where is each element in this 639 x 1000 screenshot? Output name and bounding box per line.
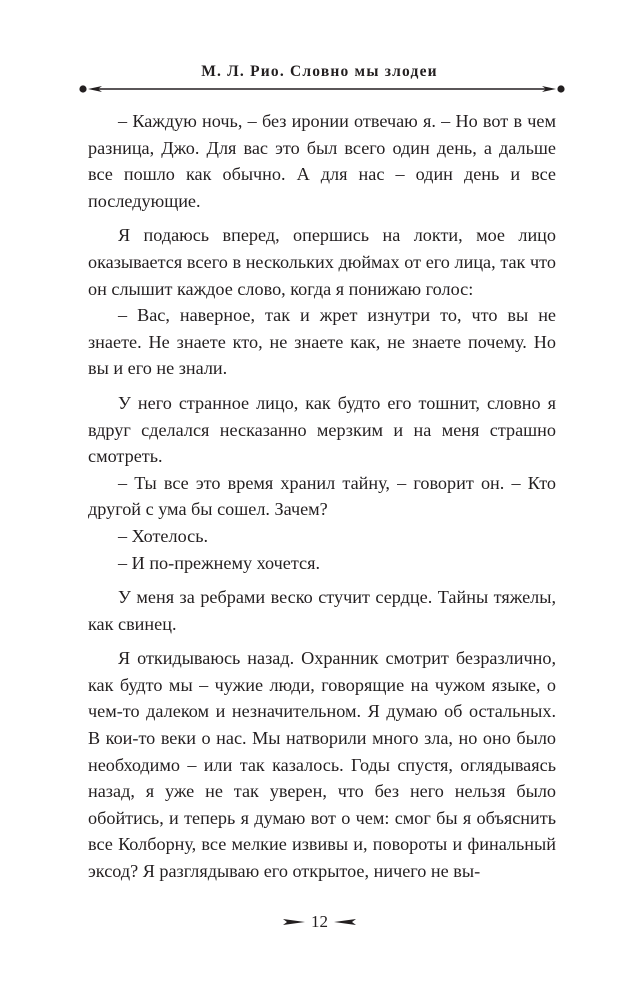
page-body <box>88 108 556 885</box>
arrow-right-ornament-icon <box>283 917 305 927</box>
running-title: М. Л. Рио. Словно мы злодеи <box>201 63 438 80</box>
page-number: 12 <box>311 912 328 931</box>
paragraph: – И по-прежнему хочется. <box>118 552 321 573</box>
paragraph: – Ты все это время хранил тайну, – говорит он. – Кто другой с ума бы сошел. Зачем? <box>88 472 556 520</box>
paragraph: У него странное лицо, как будто его тошнит, словно я вдруг сделался несказанно мерзким и на меня страшно смотреть. <box>88 392 556 467</box>
header-ornament-rule <box>78 82 566 96</box>
arrow-left-ornament-icon <box>334 917 356 927</box>
paragraph: – Вас, наверное, так и жрет изнутри то, что вы не знаете. Не знаете кто, не знаете как, не знаете почему. Но вы и его не знали. <box>88 305 556 379</box>
paragraph: – Хотелось. <box>118 525 209 546</box>
paragraph: Я подаюсь вперед, опершись на локти, мое лицо оказывается всего в нескольких дюймах от его лица, так что он слышит каждое слово, когда я понижаю голос: <box>88 225 556 299</box>
paragraph: – Каждую ночь, – без иронии отвечаю я. – Но вот в чем разница, Джо. Для вас это был всего один день, а дальше все пошло как обычно. А для нас – один день и все последующие. <box>88 111 556 211</box>
paragraph: У меня за ребрами веско стучит сердце. Тайны тяжелы, как свинец. <box>88 587 556 634</box>
paragraph: Я откидываюсь назад. Охранник смотрит безразлично, как будто мы – чужие люди, говорящие на чужом языке, о чем-то далеком и незначительном. Я думаю об остальных. В кои-то веки о нас. Мы натворили много зла, но оно было необходимо – или так казалось. Годы спустя, оглядываясь назад, я уже не так уверен, что без него нельзя было обойтись, и теперь я думаю вот о чем: смог бы я объяснить все Колборну, все мелкие извивы и, повороты и финальный эксод? Я разглядываю его открытое, ничего не вы- <box>88 648 556 882</box>
page-footer <box>0 908 639 936</box>
